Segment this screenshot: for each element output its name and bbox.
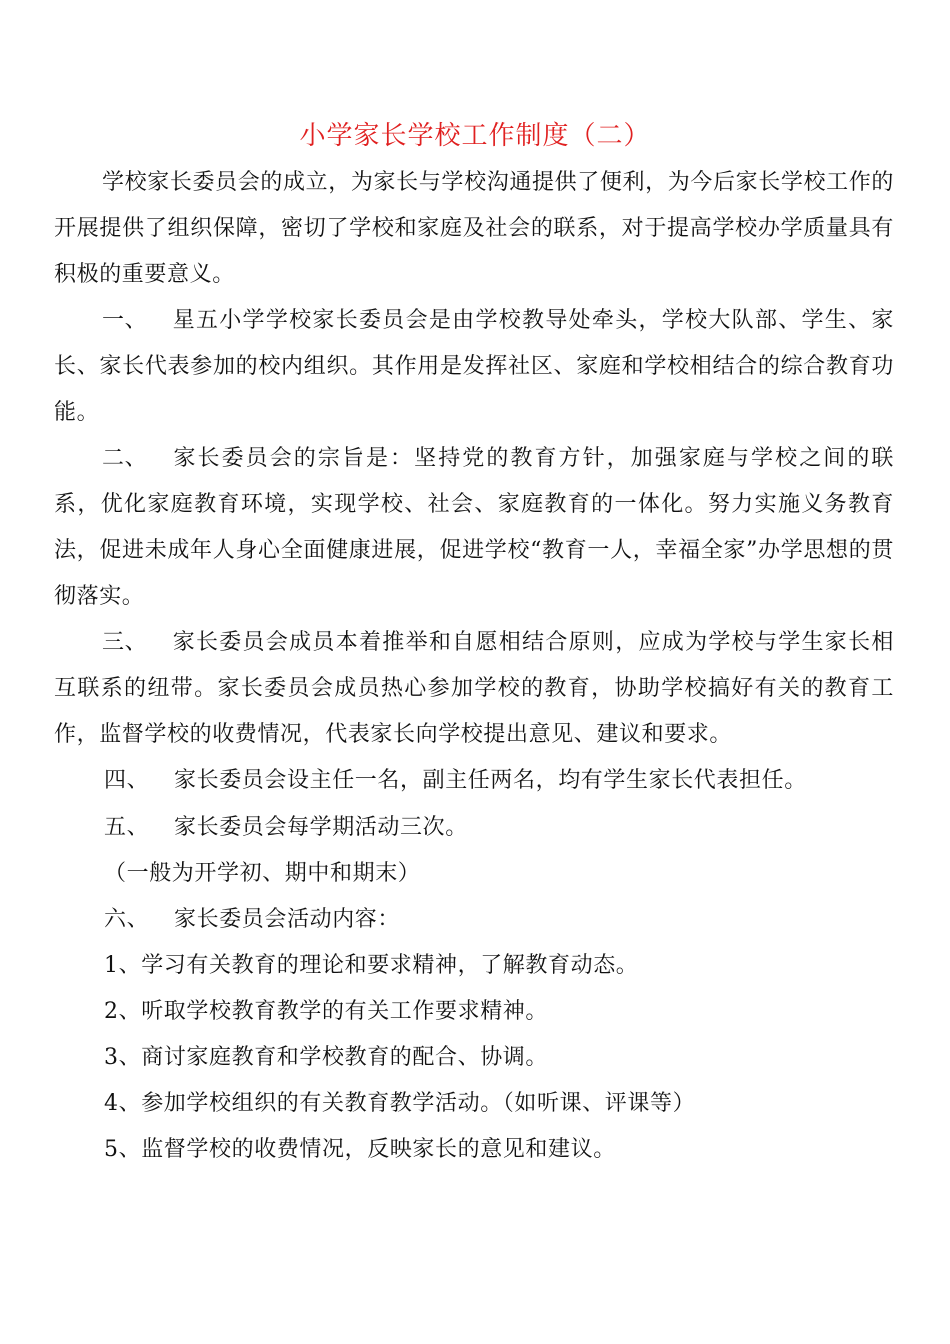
intro-paragraph: 学校家长委员会的成立，为家长与学校沟通提供了便利，为今后家长学校工作的开展提供了组织保障，密切了学校和家庭及社会的联系，对于提高学校办学质量具有积极的重要意义。 — [54, 170, 894, 287]
section-3-number: 三、 — [102, 630, 148, 655]
section-5 — [104, 805, 468, 851]
activity-item-3: 3、商讨家庭教育和学校教育的配合、协调。 — [104, 1045, 548, 1070]
section-6-text: 家长委员会活动内容： — [174, 907, 401, 932]
section-1-text: 星五小学学校家长委员会是由学校教导处牵头，学校大队部、学生、家长、家长代表参加的校内组织。其作用是发挥社区、家庭和学校相结合的综合教育功能。 — [54, 308, 894, 425]
section-5-number: 五、 — [104, 815, 150, 840]
activity-item-4: 4、参加学校组织的有关教育教学活动。（如听课、评课等） — [104, 1091, 696, 1116]
section-5-text: 家长委员会每学期活动三次。 — [174, 815, 468, 840]
section-4-text: 家长委员会设主任一名，副主任两名，均有学生家长代表担任。 — [174, 768, 807, 793]
section-2-text: 家长委员会的宗旨是：坚持党的教育方针，加强家庭与学校之间的联系，优化家庭教育环境，实现学校、社会、家庭教育的一体化。努力实施义务教育法，促进未成年人身心全面健康进展，促进学校“教育一人，幸福全家”办学思想的贯彻落实。 — [54, 446, 894, 609]
section-4-number: 四、 — [104, 768, 150, 793]
section-6 — [104, 897, 400, 943]
section-1 — [54, 298, 894, 436]
activity-item-2: 2、听取学校教育教学的有关工作要求精神。 — [104, 999, 548, 1024]
section-5-note: （一般为开学初、期中和期末） — [104, 861, 421, 886]
activity-item-5: 5、监督学校的收费情况，反映家长的意见和建议。 — [104, 1137, 616, 1162]
section-2-number: 二、 — [102, 446, 148, 471]
document-title: 小学家长学校工作制度（二） — [299, 121, 651, 151]
section-3 — [54, 620, 894, 758]
section-4 — [104, 758, 807, 804]
section-3-text: 家长委员会成员本着推举和自愿相结合原则，应成为学校与学生家长相互联系的纽带。家长委员会成员热心参加学校的教育，协助学校搞好有关的教育工作，监督学校的收费情况，代表家长向学校提出意见、建议和要求。 — [54, 630, 894, 747]
section-6-number: 六、 — [104, 907, 150, 932]
section-1-number: 一、 — [102, 308, 148, 333]
activity-item-1: 1、学习有关教育的理论和要求精神，了解教育动态。 — [104, 953, 639, 978]
section-2 — [54, 436, 894, 620]
